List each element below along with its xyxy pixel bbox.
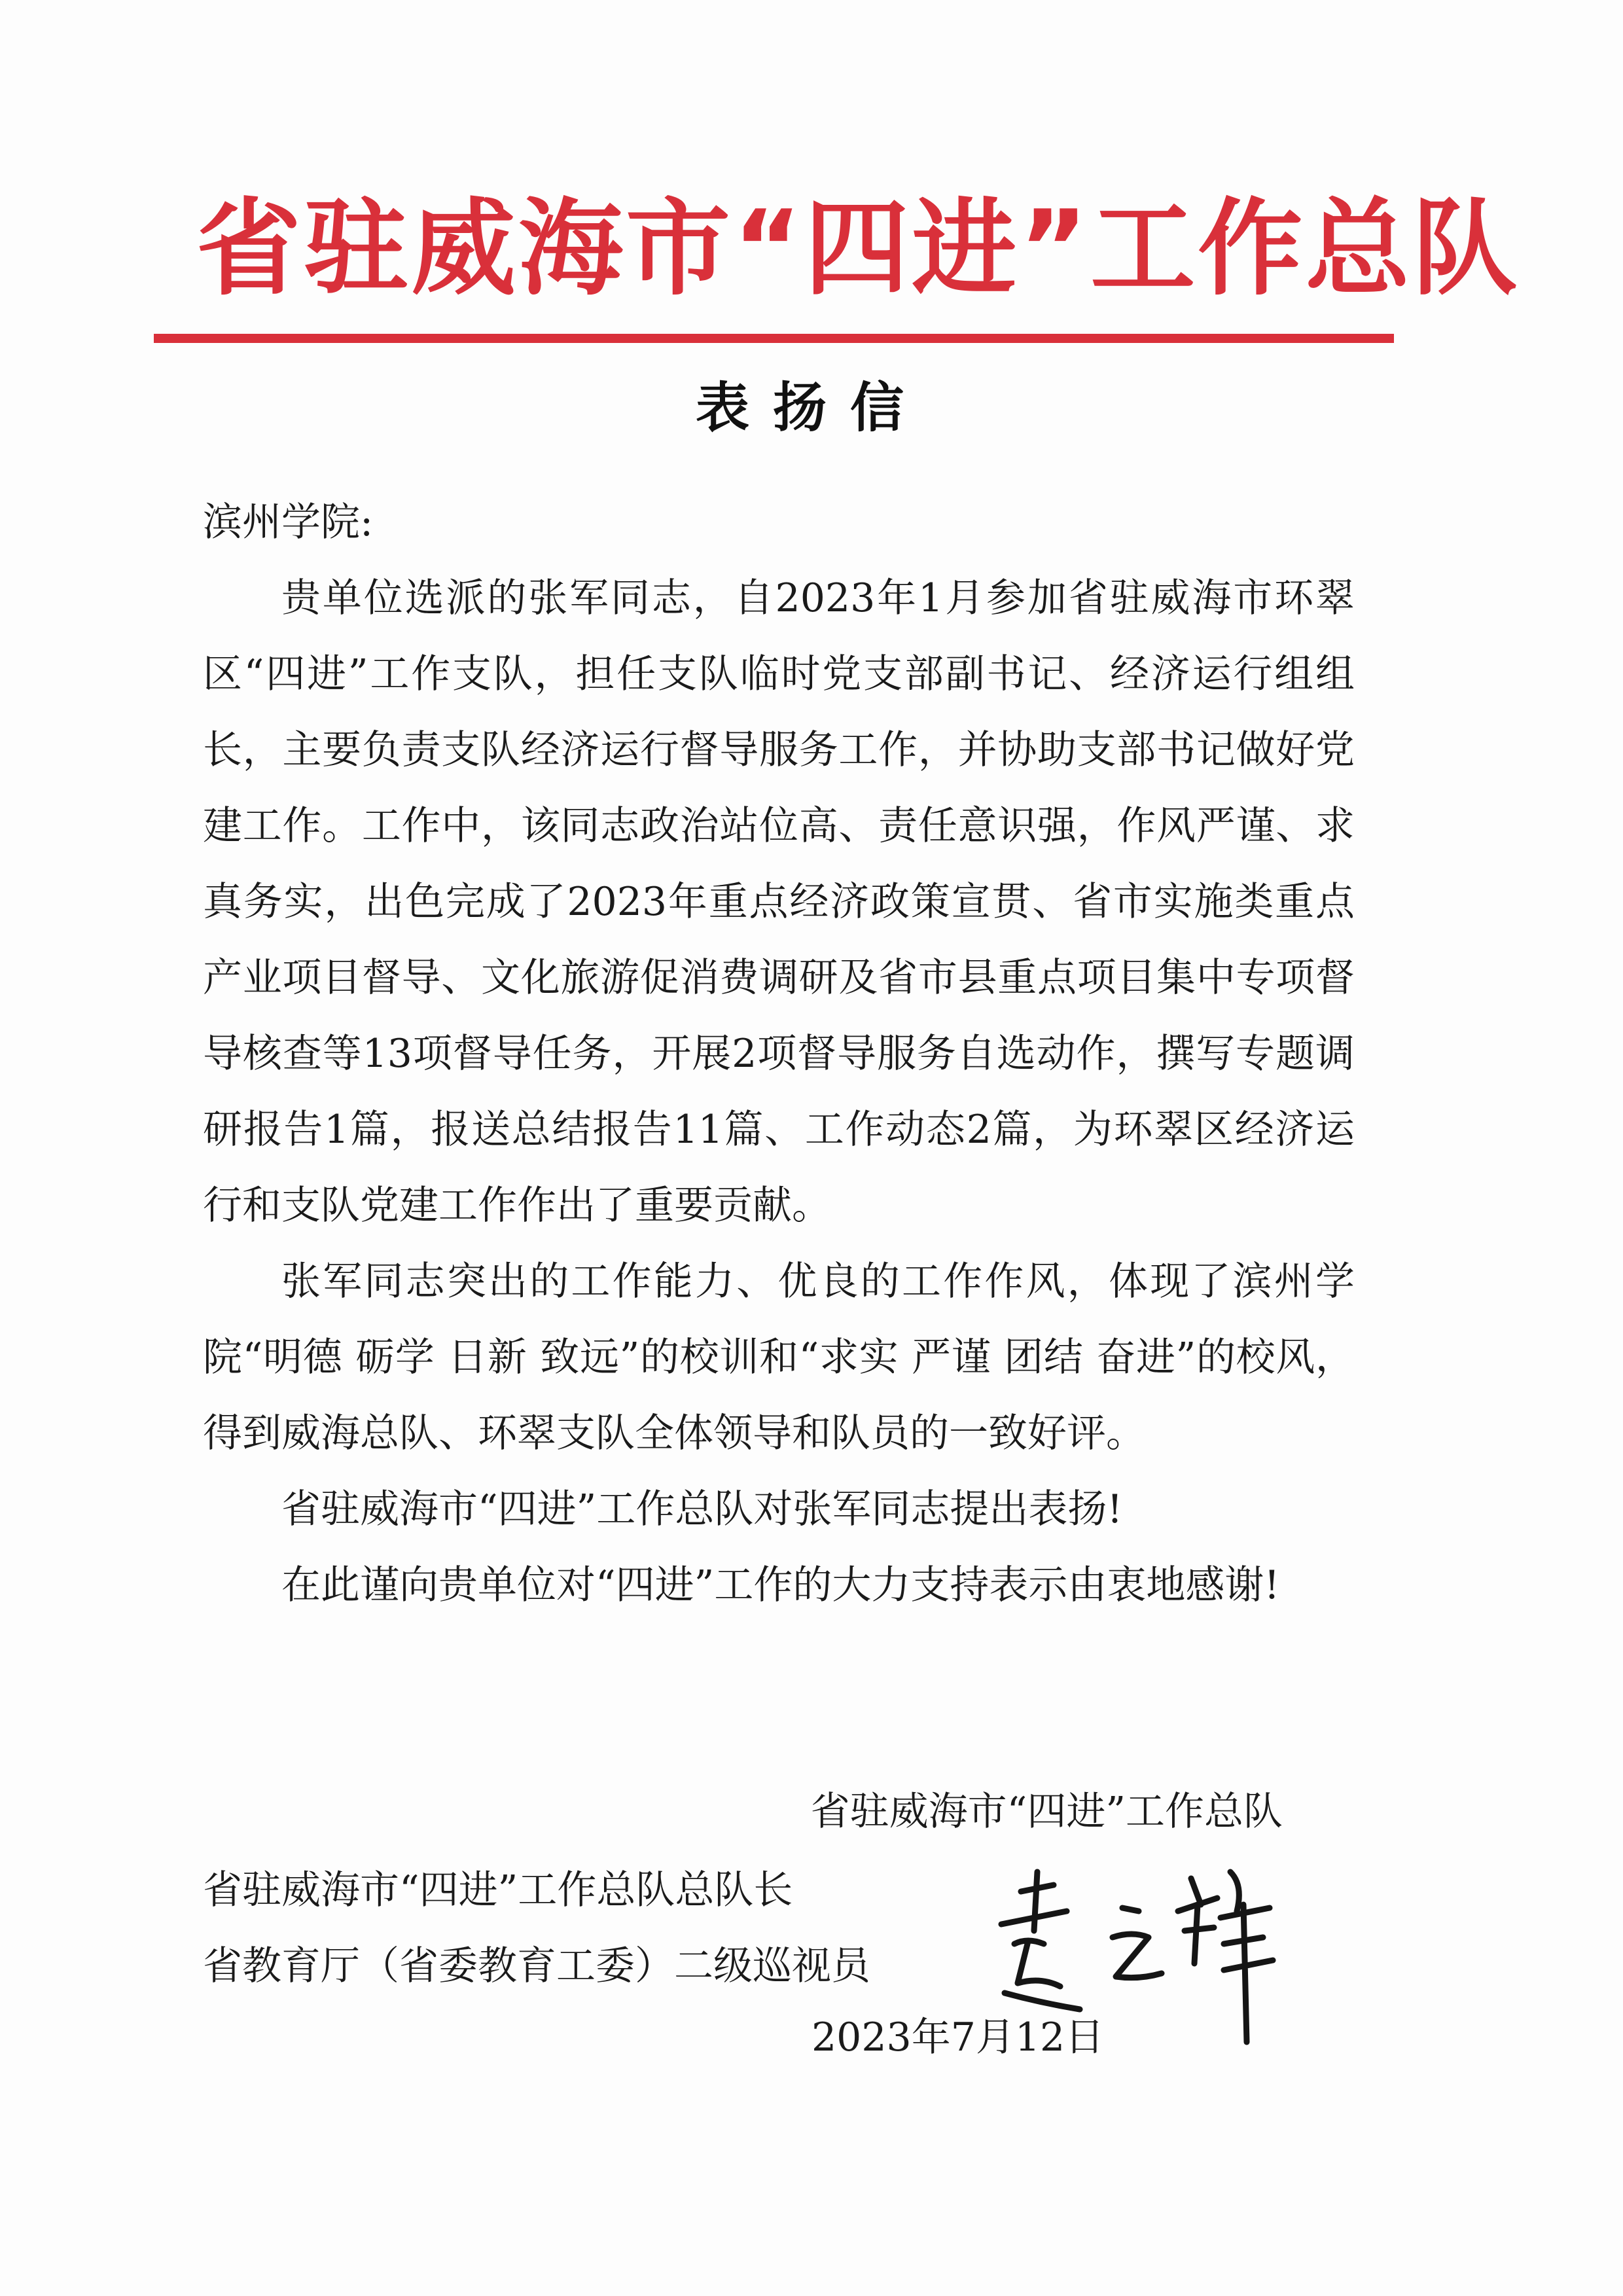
signatory-title-1: 省驻威海市“四进”工作总队总队长: [203, 1867, 793, 1913]
letterhead-organization: 省驻威海市“四进”工作总队: [196, 187, 1520, 310]
paragraph-4: 在此谨向贵单位对“四进”工作的大力支持表示由衷地感谢!: [281, 1562, 1280, 1608]
document-title: 表扬信: [695, 376, 927, 439]
signature-organization: 省驻威海市“四进”工作总队: [810, 1789, 1283, 1835]
paragraph-1: 贵单位选派的张军同志，自2023年1月参加省驻威海市环翠区“四进”工作支队，担任支队临时党支部副书记、经济运行组组长，主要负责支队经济运行督导服务工作，并协助支部书记做好党建工作。工作中，该同志政治站位高、责任意识强，作风严谨、求真务实，出色完成了2023年重点经济政策宣贯、省市实施类重点产业项目督导、文化旅游促消费调研及省市县重点项目集中专项督导核查等13项督导任务，开展2项督导服务自选动作，撰写专题调研报告1篇，报送总结报告11篇、工作动态2篇，为环翠区经济运行和支队党建工作作出了重要贡献。: [203, 575, 1355, 1229]
paragraph-2: 张军同志突出的工作能力、优良的工作作风，体现了滨州学院“明德 砺学 日新 致远”的校训和“求实 严谨 团结 奋进”的校风，得到威海总队、环翠支队全体领导和队员的一致好评。: [203, 1259, 1355, 1456]
letterhead-red-rule: [154, 334, 1394, 343]
signatory-title-2: 省教育厅（省委教育工委）二级巡视员: [203, 1943, 870, 1989]
signatory-titles: [203, 1852, 870, 2004]
salutation: 滨州学院:: [203, 499, 374, 545]
letter-body: [203, 484, 1355, 1623]
paragraph-3: 省驻威海市“四进”工作总队对张军同志提出表扬!: [281, 1486, 1123, 1532]
signature-date: 2023年7月12日: [812, 2015, 1105, 2060]
